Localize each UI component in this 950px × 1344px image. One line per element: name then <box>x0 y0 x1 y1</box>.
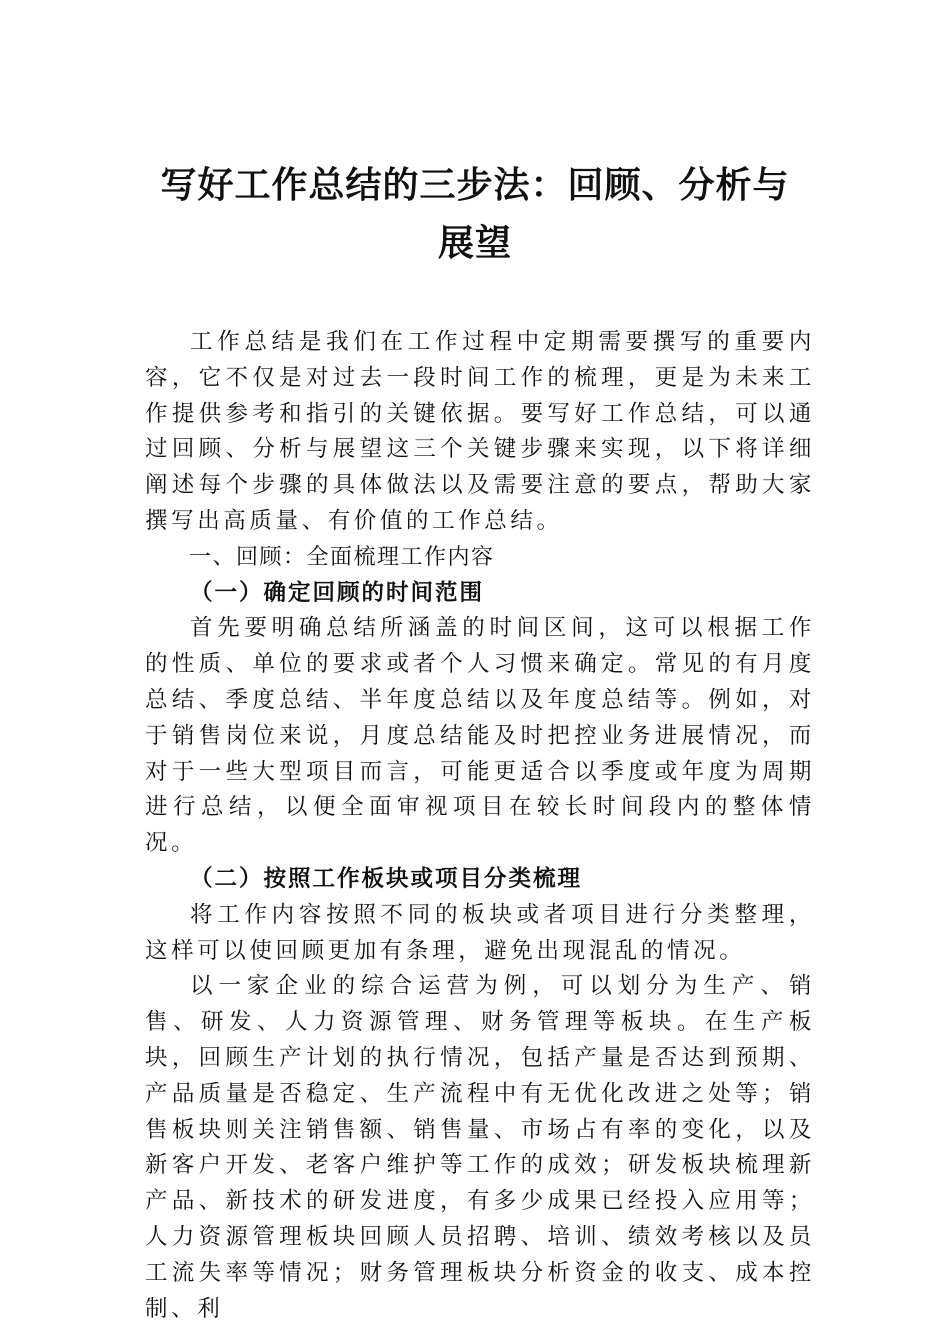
paragraph-classification: 将工作内容按照不同的板块或者项目进行分类整理，这样可以使回顾更加有条理，避免出现混乱的情况。 <box>145 901 815 964</box>
paragraph-enterprise-example: 以一家企业的综合运营为例，可以划分为生产、销售、研发、人力资源管理、财务管理等板块。在生产板块，回顾生产计划的执行情况，包括产量是否达到预期、产品质量是否稳定、生产流程中有无优化改进之处等；销售板块则关注销售额、销售量、市场占有率的变化，以及新客户开发、老客户维护等工作的成效；研发板块梳理新产品、新技术的研发进度，有多少成果已经投入应用等；人力资源管理板块回顾人员招聘、培训、绩效考核以及员工流失率等情况；财务管理板块分析资金的收支、成本控制、利 <box>145 973 815 1322</box>
document-title: 写好工作总结的三步法：回顾、分析与展望 <box>160 164 790 264</box>
subsection-heading-time-range: （一）确定回顾的时间范围 <box>190 579 485 606</box>
section-heading-review: 一、回顾：全面梳理工作内容 <box>189 544 495 570</box>
intro-paragraph: 工作总结是我们在工作过程中定期需要撰写的重要内容，它不仅是对过去一段时间工作的梳理，更是为未来工作提供参考和指引的关键依据。要写好工作总结，可以通过回顾、分析与展望这三个关键步骤来实现，以下将详细阐述每个步骤的具体做法以及需要注意的要点，帮助大家撰写出高质量、有价值的工作总结。 <box>145 329 815 534</box>
subsection-heading-classification: （二）按照工作板块或项目分类梳理 <box>190 865 583 892</box>
document-body <box>145 325 815 1327</box>
paragraph-time-range: 首先要明确总结所涵盖的时间区间，这可以根据工作的性质、单位的要求或者个人习惯来确定。常见的有月度总结、季度总结、半年度总结以及年度总结等。例如，对于销售岗位来说，月度总结能及时把控业务进展情况，而对于一些大型项目而言，可能更适合以季度或年度为周期进行总结，以便全面审视项目在较长时间段内的整体情况。 <box>145 615 815 857</box>
